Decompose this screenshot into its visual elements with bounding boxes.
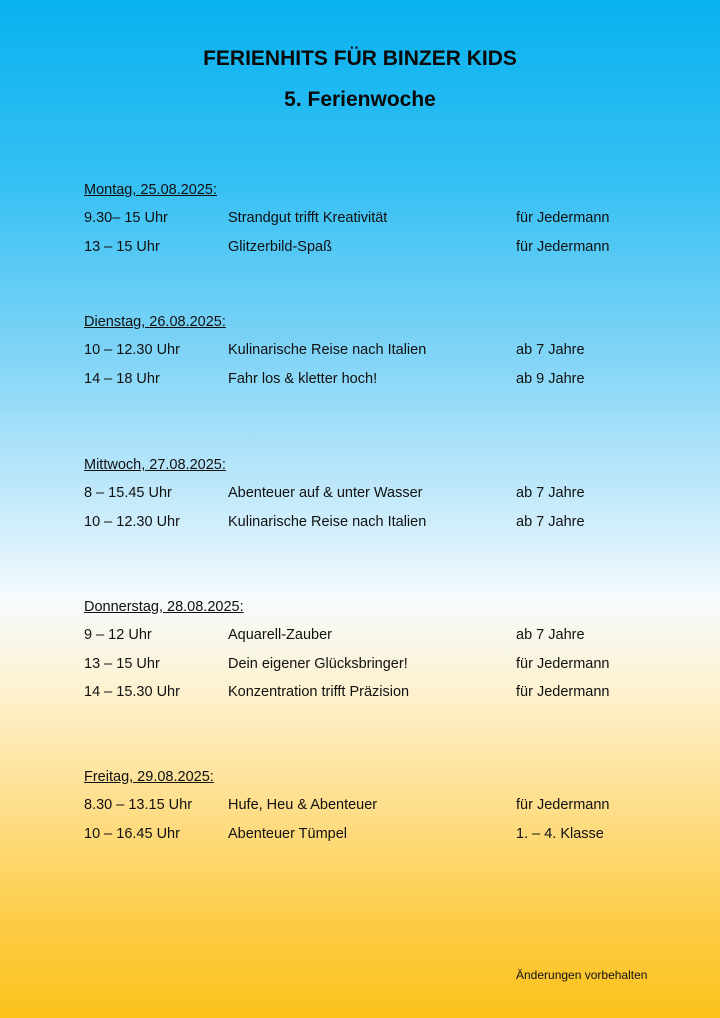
event-audience: für Jedermann — [516, 797, 610, 813]
day-heading: Dienstag, 26.08.2025: — [84, 314, 226, 330]
event-time: 13 – 15 Uhr — [84, 238, 160, 255]
event-audience: ab 7 Jahre — [516, 342, 585, 358]
event-name: Strandgut trifft Kreativität — [228, 210, 388, 226]
event-row — [84, 796, 644, 825]
event-row — [84, 683, 644, 712]
event-name: Konzentration trifft Präzision — [228, 684, 410, 701]
event-row — [84, 238, 644, 267]
event-name: Abenteuer Tümpel — [228, 825, 348, 842]
event-time: 10 – 16.45 Uhr — [84, 825, 180, 842]
day-section-tuesday — [84, 313, 644, 398]
event-time: 10 – 12.30 Uhr — [84, 342, 180, 358]
event-name: Abenteuer auf & unter Wasser — [228, 485, 423, 501]
event-time: 14 – 15.30 Uhr — [84, 684, 180, 701]
event-name: Hufe, Heu & Abenteuer — [228, 797, 378, 813]
day-section-friday — [84, 768, 644, 853]
page-subtitle: 5. Ferienwoche — [284, 88, 436, 111]
event-time: 8 – 15.45 Uhr — [84, 485, 172, 501]
day-heading: Mittwoch, 27.08.2025: — [84, 457, 226, 473]
day-heading: Freitag, 29.08.2025: — [84, 769, 214, 785]
day-section-monday — [84, 181, 644, 266]
event-audience: 1. – 4. Klasse — [516, 825, 604, 842]
event-audience: für Jedermann — [516, 684, 610, 701]
event-row — [84, 370, 644, 399]
event-time: 10 – 12.30 Uhr — [84, 513, 180, 530]
event-time: 9.30– 15 Uhr — [84, 210, 168, 226]
event-audience: ab 9 Jahre — [516, 370, 585, 387]
event-name: Kulinarische Reise nach Italien — [228, 513, 427, 530]
event-row — [84, 626, 644, 655]
event-row — [84, 209, 644, 238]
event-time: 14 – 18 Uhr — [84, 370, 160, 387]
event-time: 9 – 12 Uhr — [84, 627, 152, 643]
event-audience: für Jedermann — [516, 655, 610, 672]
event-name: Glitzerbild-Spaß — [228, 238, 332, 255]
event-row — [84, 341, 644, 370]
event-name: Kulinarische Reise nach Italien — [228, 342, 427, 358]
event-name: Aquarell-Zauber — [228, 627, 332, 643]
day-section-wednesday — [84, 456, 644, 541]
event-row — [84, 484, 644, 513]
event-audience: ab 7 Jahre — [516, 513, 585, 530]
event-name: Fahr los & kletter hoch! — [228, 370, 378, 387]
event-audience: für Jedermann — [516, 238, 610, 255]
event-time: 8.30 – 13.15 Uhr — [84, 797, 193, 813]
page-title: FERIENHITS FÜR BINZER KIDS — [203, 47, 517, 70]
event-audience: ab 7 Jahre — [516, 485, 585, 501]
day-heading: Montag, 25.08.2025: — [84, 182, 218, 198]
footer-note: Änderungen vorbehalten — [516, 968, 648, 982]
event-name: Dein eigener Glücksbringer! — [228, 655, 408, 672]
event-time: 13 – 15 Uhr — [84, 655, 160, 672]
day-heading: Donnerstag, 28.08.2025: — [84, 599, 244, 615]
event-row — [84, 655, 644, 684]
day-section-thursday — [84, 598, 644, 712]
event-audience: ab 7 Jahre — [516, 627, 585, 643]
event-row — [84, 825, 644, 854]
event-row — [84, 513, 644, 542]
event-audience: für Jedermann — [516, 210, 610, 226]
